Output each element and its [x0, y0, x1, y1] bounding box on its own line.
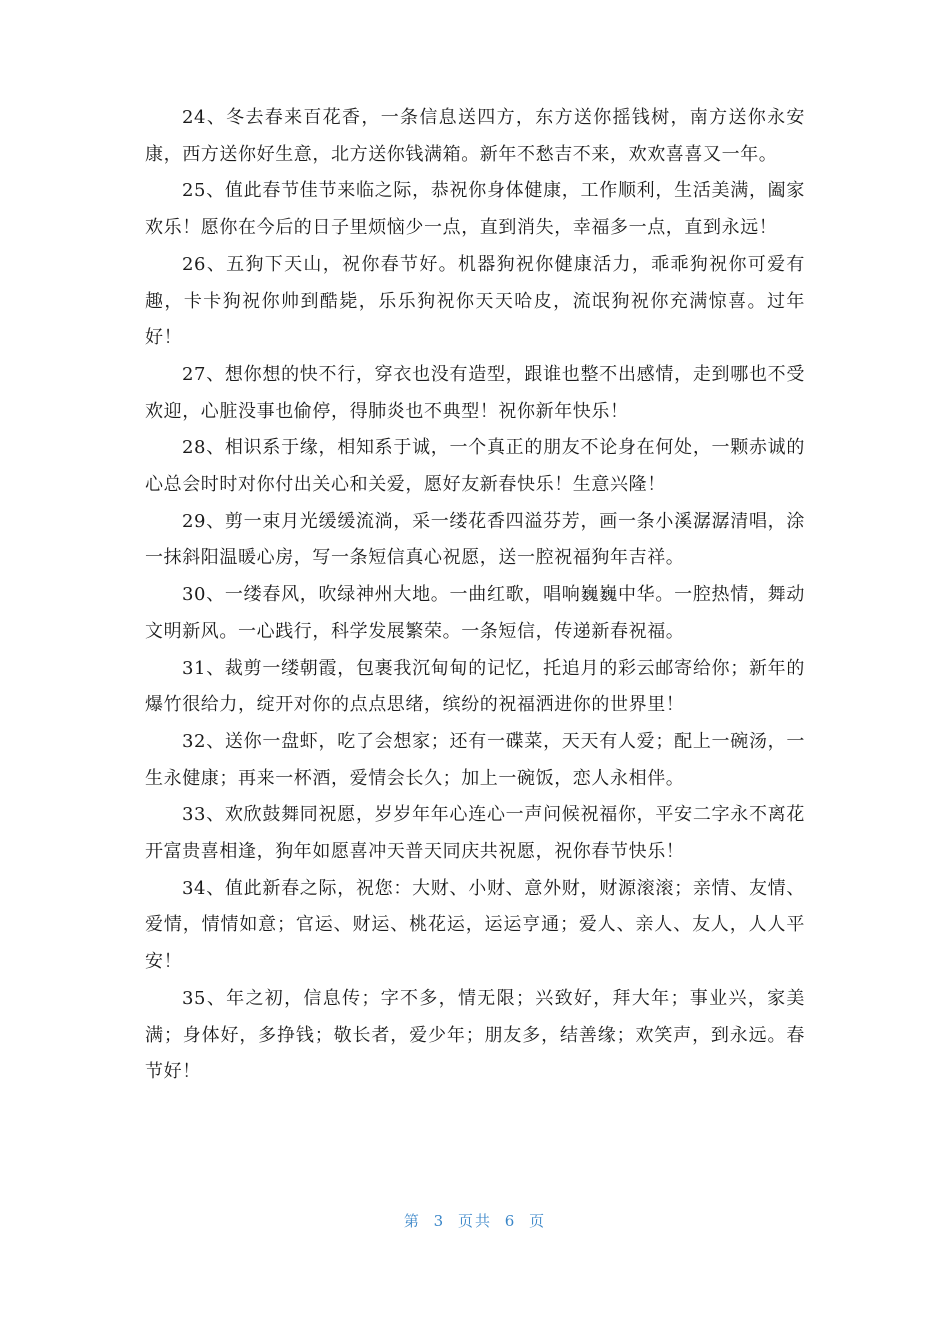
paragraph-32: 32、送你一盘虾，吃了会想家；还有一碟菜，天天有人爱；配上一碗汤，一生永健康；再来一杯酒，爱情会长久；加上一碗饭，恋人永相伴。: [145, 730, 805, 789]
paragraph-24: 24、冬去春来百花香，一条信息送四方，东方送你摇钱树，南方送你永安康，西方送你好生意，北方送你钱满箱。新年不愁吉不来，欢欢喜喜又一年。: [145, 107, 805, 165]
footer-total-pages: 6: [504, 1212, 517, 1230]
paragraph-34: 34、值此新春之际，祝您：大财、小财、意外财，财源滚滚；亲情、友情、爱情，情情如意；官运、财运、桃花运，运运亨通；爱人、亲人、友人，人人平安！: [145, 877, 805, 973]
paragraph-29: 29、剪一束月光缓缓流淌，采一缕花香四溢芬芳，画一条小溪潺潺清唱，涂一抹斜阳温暖心房，写一条短信真心祝愿，送一腔祝福狗年吉祥。: [145, 510, 805, 569]
paragraph-35: 35、年之初，信息传；字不多，情无限；兴致好，拜大年；事业兴，家美满；身体好，多挣钱；敬长者，爱少年；朋友多，结善缘；欢笑声，到永远。春节好！: [145, 987, 805, 1083]
paragraph-28: 28、相识系于缘，相知系于诚，一个真正的朋友不论身在何处，一颗赤诚的心总会时时对你付出关心和关爱，愿好友新春快乐！生意兴隆！: [145, 437, 805, 496]
footer-middle: 页共: [457, 1212, 492, 1230]
paragraph-30: 30、一缕春风，吹绿神州大地。一曲红歌，唱响巍巍中华。一腔热情，舞动文明新风。一心践行，科学发展繁荣。一条短信，传递新春祝福。: [145, 584, 805, 642]
footer-current-page: 3: [433, 1212, 446, 1230]
paragraph-25: 25、值此春节佳节来临之际，恭祝你身体健康，工作顺利，生活美满，阖家欢乐！愿你在今后的日子里烦恼少一点，直到消失，幸福多一点，直到永远！: [145, 180, 805, 239]
paragraph-31: 31、裁剪一缕朝霞，包裹我沉甸甸的记忆，托追月的彩云邮寄给你；新年的爆竹很给力，绽开对你的点点思绪，缤纷的祝福洒进你的世界里！: [145, 657, 805, 716]
footer-suffix: 页: [529, 1212, 547, 1230]
footer-prefix: 第: [403, 1212, 421, 1230]
paragraph-33: 33、欢欣鼓舞同祝愿，岁岁年年心连心一声问候祝福你，平安二字永不离花开富贵喜相逢，狗年如愿喜冲天普天同庆共祝愿，祝你春节快乐！: [145, 804, 805, 863]
document-body: [145, 100, 805, 1091]
paragraph-27: 27、想你想的快不行，穿衣也没有造型，跟谁也整不出感情，走到哪也不受欢迎，心脏没事也偷停，得肺炎也不典型！祝你新年快乐！: [145, 363, 805, 422]
page-footer: [0, 1210, 950, 1231]
paragraph-26: 26、五狗下天山，祝你春节好。机器狗祝你健康活力，乖乖狗祝你可爱有趣，卡卡狗祝你帅到酷毙，乐乐狗祝你天天哈皮，流氓狗祝你充满惊喜。过年好！: [145, 253, 805, 349]
